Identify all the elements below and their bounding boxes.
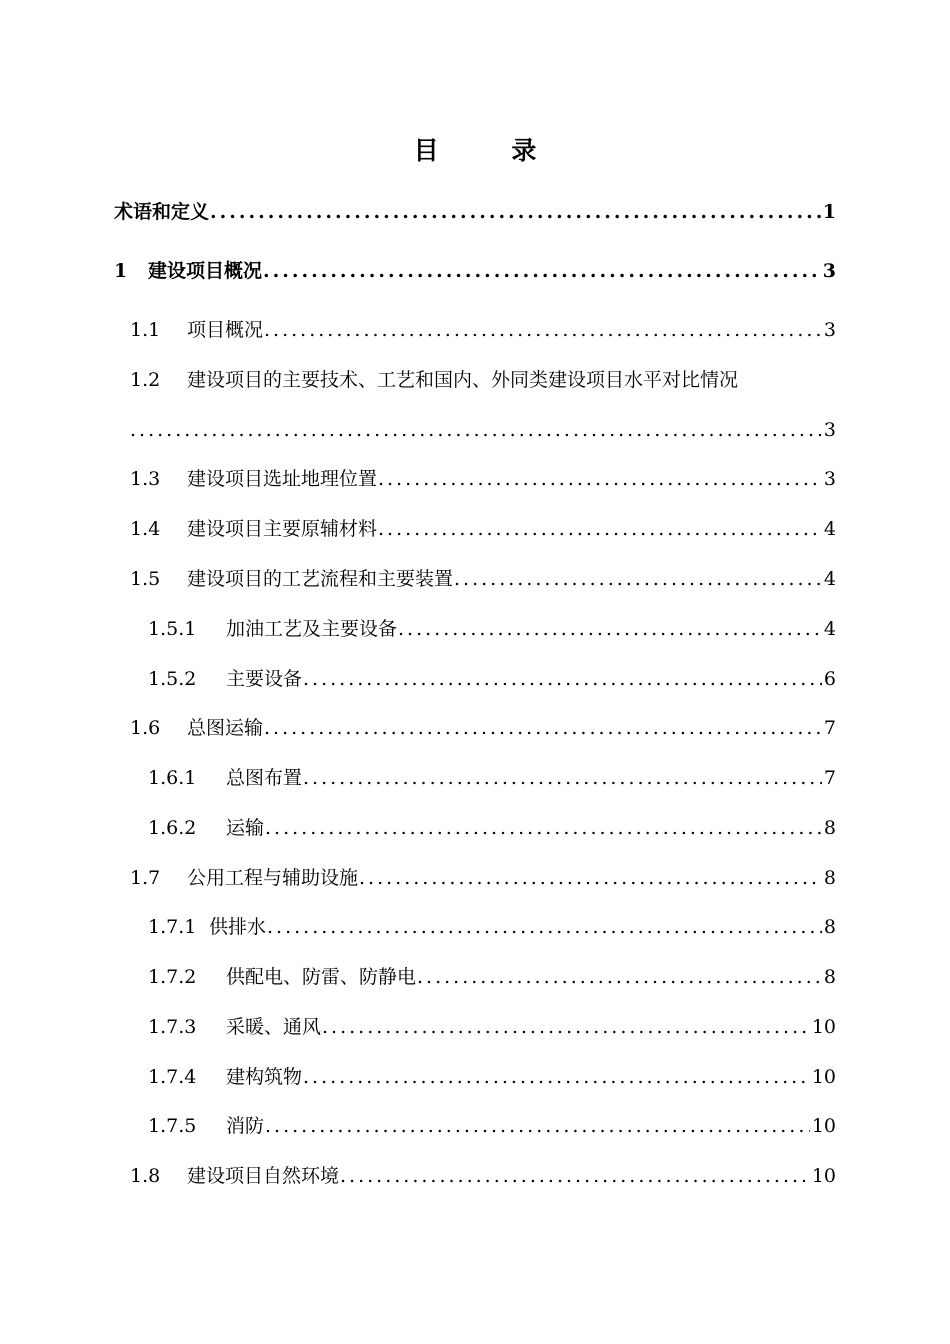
toc-leader-dots (417, 964, 822, 990)
toc-leader-dots (267, 914, 822, 940)
toc-entry-chapter-1[interactable] (114, 254, 836, 284)
toc-entry-number: 1.6.1 (148, 767, 197, 789)
toc-entry-1-8[interactable] (130, 1159, 836, 1189)
toc-entry-1-5[interactable] (130, 562, 836, 592)
toc-entry-number: 1.5 (130, 568, 161, 590)
toc-entry-1-4[interactable] (130, 512, 836, 542)
toc-entry-number: 1.4 (130, 518, 161, 540)
toc-entry-label: 建设项目主要原辅材料 (187, 518, 378, 540)
page-title: 目 录 (413, 136, 569, 165)
toc-leader-dots (322, 1014, 810, 1040)
toc-page-number: 3 (823, 468, 836, 490)
toc-entry-label: 术语和定义 (114, 201, 210, 223)
toc-entry-1-7-2[interactable] (148, 960, 836, 990)
toc-leader-dots (303, 765, 822, 791)
toc-entry-label: 主要设备 (226, 668, 303, 690)
toc-page-number: 7 (823, 767, 836, 789)
toc-entry-number: 1.7 (130, 867, 161, 889)
toc-entry-number: 1.7.3 (148, 1016, 197, 1038)
toc-entry-1-7-3[interactable] (148, 1010, 836, 1040)
toc-entry-number: 1.7.1 (148, 916, 197, 938)
toc-entry-1-2[interactable] (130, 363, 836, 393)
toc-entry-1-6-2[interactable] (148, 811, 836, 841)
toc-leader-dots (210, 199, 821, 225)
toc-entry-number: 1.3 (130, 468, 161, 490)
toc-entry-label: 运输 (226, 817, 265, 839)
toc-entry-label: 采暖、通风 (226, 1016, 322, 1038)
toc-leader-dots (303, 1064, 810, 1090)
toc-leader-dots (398, 616, 822, 642)
toc-page-number: 10 (811, 1165, 836, 1187)
toc-page-number: 4 (823, 518, 836, 540)
toc-entry-label: 供排水 (209, 916, 267, 938)
toc-entry-1-7[interactable] (130, 861, 836, 891)
toc-entry-label: 总图运输 (187, 717, 264, 739)
toc-page-number: 8 (823, 817, 836, 839)
toc-entry-number: 1.7.4 (148, 1066, 197, 1088)
toc-entry-number: 1.5.1 (148, 618, 197, 640)
toc-leader-dots (130, 417, 822, 443)
toc-entry-1-6[interactable] (130, 711, 836, 741)
toc-leader-dots (265, 1113, 810, 1139)
toc-page-number: 8 (823, 966, 836, 988)
toc-entry-label: 建设项目选址地理位置 (187, 468, 378, 490)
toc-page-number: 4 (823, 568, 836, 590)
toc-entry-number: 1.6.2 (148, 817, 197, 839)
toc-leader-dots (263, 258, 821, 284)
toc-leader-dots (378, 466, 822, 492)
toc-entry-number: 1.1 (130, 319, 161, 341)
toc-entry-label: 加油工艺及主要设备 (226, 618, 398, 640)
toc-entry-1-5-1[interactable] (148, 612, 836, 642)
toc-leader-dots (454, 566, 822, 592)
toc-entry-number: 1 (114, 260, 128, 282)
toc-leader-dots (265, 815, 822, 841)
toc-entry-1-1[interactable] (130, 313, 836, 343)
toc-entry-number: 1.6 (130, 717, 161, 739)
toc-entry-number: 1.2 (130, 369, 161, 391)
toc-entry-1-7-1[interactable] (148, 910, 836, 940)
toc-entry-label: 消防 (226, 1115, 265, 1137)
toc-leader-dots (264, 715, 822, 741)
toc-page-number: 8 (823, 867, 836, 889)
toc-entry-number: 1.8 (130, 1165, 161, 1187)
toc-page-number: 10 (811, 1115, 836, 1137)
toc-page-number: 10 (811, 1066, 836, 1088)
toc-leader-dots (359, 865, 822, 891)
toc-page-number: 1 (822, 201, 836, 223)
toc-leader-dots (340, 1163, 810, 1189)
toc-page-number: 4 (823, 618, 836, 640)
toc-leader-dots (378, 516, 822, 542)
toc-entry-label: 项目概况 (187, 319, 264, 341)
toc-page-number: 6 (823, 668, 836, 690)
toc-entry-label: 总图布置 (226, 767, 303, 789)
toc-entry-label: 建设项目自然环境 (187, 1165, 340, 1187)
toc-page-number: 8 (823, 916, 836, 938)
toc-leader-dots (303, 666, 822, 692)
toc-entry-number: 1.7.2 (148, 966, 197, 988)
toc-page-number: 10 (811, 1016, 836, 1038)
toc-leader-dots (264, 317, 822, 343)
toc-page-number: 3 (823, 319, 836, 341)
toc-page-number: 3 (822, 260, 836, 282)
toc-entry-number: 1.7.5 (148, 1115, 197, 1137)
toc-entry-1-5-2[interactable] (148, 662, 836, 692)
toc-entry-1-7-4[interactable] (148, 1060, 836, 1090)
toc-entry-1-3[interactable] (130, 462, 836, 492)
toc-entry-number: 1.5.2 (148, 668, 197, 690)
toc-page-number: 7 (823, 717, 836, 739)
toc-entry-1-7-5[interactable] (148, 1109, 836, 1139)
toc-entry-terms[interactable] (114, 195, 836, 225)
toc-entry-label: 建设项目的工艺流程和主要装置 (187, 568, 454, 590)
toc-entry-label: 建设项目的主要技术、工艺和国内、外同类建设项目水平对比情况 (187, 369, 739, 391)
toc-entry-label: 建设项目概况 (148, 260, 263, 282)
toc-entry-1-6-1[interactable] (148, 761, 836, 791)
toc-entry-label: 供配电、防雷、防静电 (226, 966, 417, 988)
toc-entry-label: 建构筑物 (226, 1066, 303, 1088)
toc-entry-1-2-continuation[interactable] (130, 413, 836, 443)
toc-page-number: 3 (823, 419, 836, 441)
toc-entry-label: 公用工程与辅助设施 (187, 867, 359, 889)
